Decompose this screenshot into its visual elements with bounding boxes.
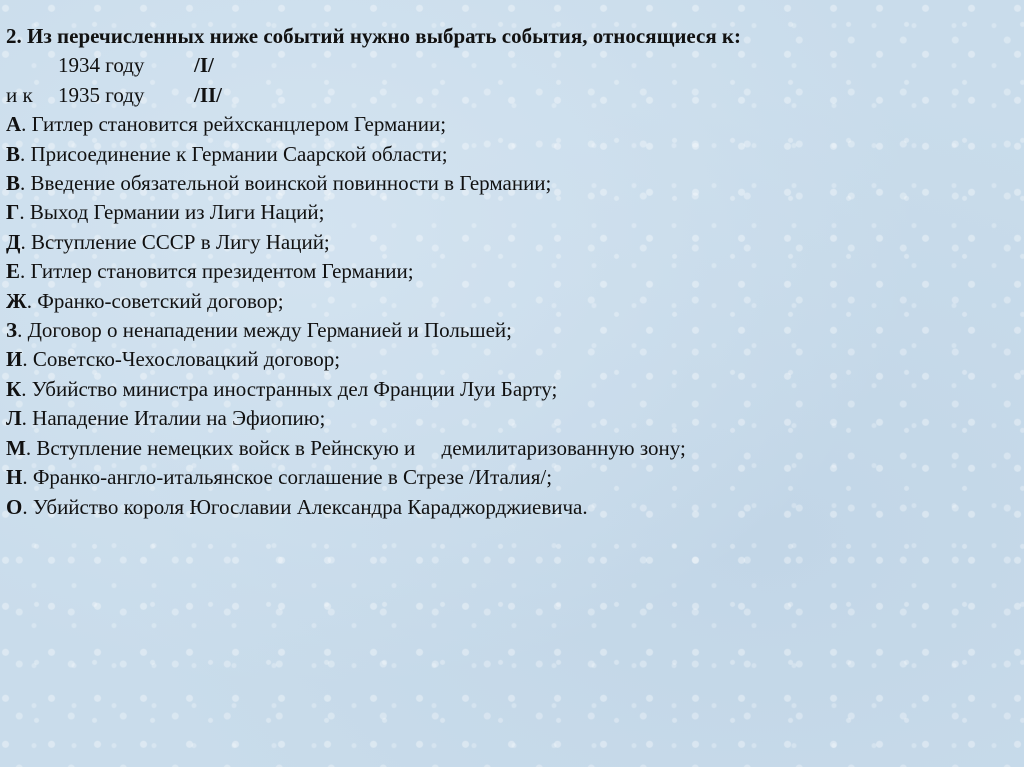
- event-letter: К: [6, 376, 22, 401]
- event-item: [6, 198, 1016, 227]
- event-text: . Выход Германии из Лиги Наций;: [19, 200, 325, 225]
- event-letter: И: [6, 347, 23, 372]
- event-text: . Введение обязательной воинской повинности в Германии;: [20, 171, 552, 196]
- question-header: [6, 22, 1016, 51]
- event-letter: Ж: [6, 288, 27, 313]
- event-letter: Н: [6, 465, 23, 490]
- event-text: . Убийство министра иностранных дел Франции Луи Барту;: [21, 376, 558, 401]
- event-item: [6, 257, 1016, 286]
- event-item: [6, 316, 1016, 345]
- event-item: [6, 287, 1016, 316]
- event-text: . Гитлер становится президентом Германии;: [20, 259, 414, 284]
- event-item: [6, 375, 1016, 404]
- event-letter: З: [6, 318, 18, 343]
- slide-content: [6, 22, 1016, 522]
- event-text: . Убийство короля Югославии Александра Караджорджиевича.: [22, 494, 588, 519]
- event-letter: Г: [6, 200, 20, 225]
- year-line-1935: [6, 81, 1016, 110]
- event-text: . Присоединение к Германии Саарской области;: [20, 141, 448, 166]
- event-item: [6, 228, 1016, 257]
- event-letter: М: [6, 435, 26, 460]
- event-item: [6, 434, 1016, 463]
- event-letter: В: [6, 171, 21, 196]
- event-item: [6, 463, 1016, 492]
- event-text: . Вступление немецких войск в Рейнскую и демилитаризованную зону;: [25, 435, 686, 460]
- events-list: [6, 110, 1016, 522]
- event-text: . Советско-Чехословацкий договор;: [22, 347, 341, 372]
- event-letter: Е: [6, 259, 21, 284]
- event-letter: В: [6, 141, 21, 166]
- event-item: [6, 345, 1016, 374]
- year-prefix: и к: [6, 82, 33, 107]
- event-item: [6, 493, 1016, 522]
- question-number: 2: [6, 24, 17, 48]
- question-text: . Из перечисленных ниже событий нужно выбрать события, относящиеся к:: [16, 24, 742, 48]
- event-text: . Нападение Италии на Эфиопию;: [21, 406, 326, 431]
- year-label: 1934 году: [58, 53, 145, 78]
- event-text: . Договор о ненападении между Германией и Польшей;: [17, 318, 512, 343]
- year-line-1934: [6, 51, 1016, 80]
- event-item: [6, 404, 1016, 433]
- event-item: [6, 110, 1016, 139]
- event-item: [6, 140, 1016, 169]
- year-label: 1935 году: [58, 82, 145, 107]
- year-roman-numeral: /I/: [194, 53, 214, 78]
- year-roman-numeral: /II/: [194, 82, 223, 107]
- event-text: . Гитлер становится рейхсканцлером Германии;: [21, 112, 447, 137]
- event-text: . Франко-англо-итальянское соглашение в Стрезе /Италия/;: [22, 465, 553, 490]
- event-letter: Л: [6, 406, 22, 431]
- event-letter: О: [6, 494, 23, 519]
- event-text: . Франко-советский договор;: [26, 288, 284, 313]
- event-letter: Д: [6, 229, 21, 254]
- event-letter: А: [6, 112, 22, 137]
- event-text: . Вступление СССР в Лигу Наций;: [20, 229, 330, 254]
- event-item: [6, 169, 1016, 198]
